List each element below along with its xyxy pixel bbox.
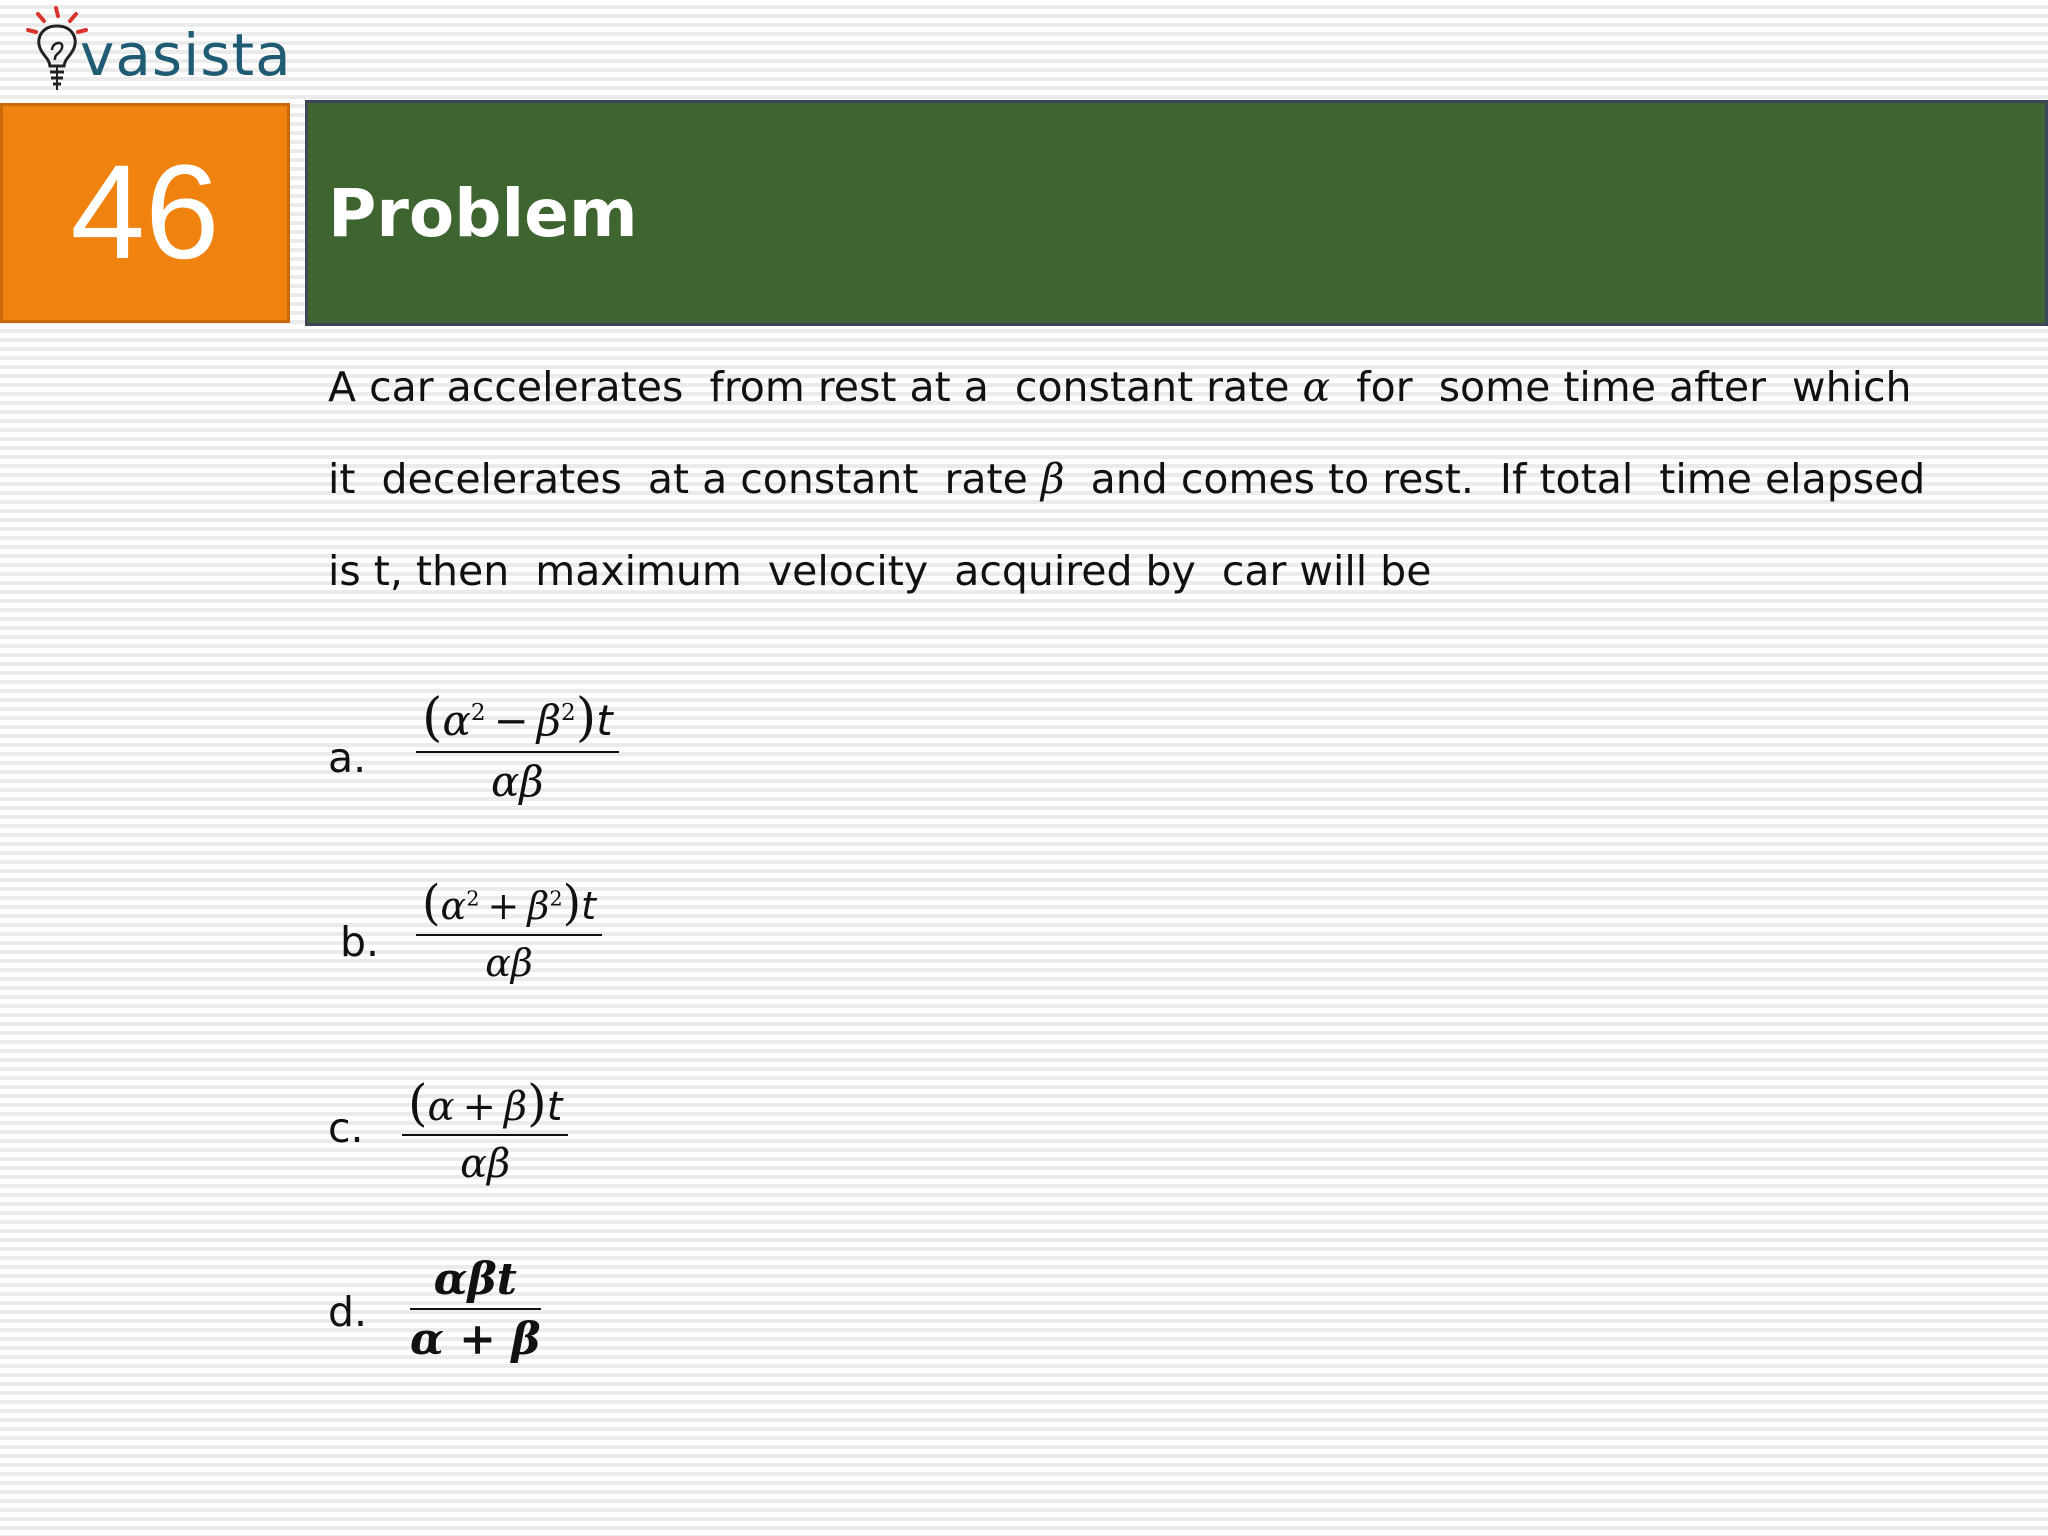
alpha-symbol: α <box>1302 363 1331 411</box>
option-c-fraction <box>402 1074 568 1187</box>
vasista-logo <box>22 4 292 96</box>
logo-text: vasista <box>80 21 292 89</box>
slide-number-box <box>0 103 290 323</box>
option-b-denominator: αβ <box>485 940 533 985</box>
option-c-numerator: (α + β)t <box>408 1074 563 1132</box>
option-c-label: c. <box>328 1104 364 1152</box>
option-a-numerator: $(\alpha^2 - \beta^2)t$ <box>422 687 613 748</box>
option-d-fraction <box>410 1254 541 1365</box>
option-d-denominator: α + β <box>410 1314 541 1365</box>
option-b-fraction <box>416 876 602 985</box>
option-d-label: d. <box>328 1288 368 1336</box>
option-d-numerator: αβt <box>433 1254 517 1305</box>
option-c-denominator: αβ <box>460 1141 511 1187</box>
beta-symbol: β <box>1040 455 1065 503</box>
option-a-label: a. <box>328 734 367 782</box>
question-line-3: is t, then maximum velocity acquired by car will be <box>328 547 1432 595</box>
option-b-numerator: $(\alpha^2 + \beta^2)t$ <box>422 876 597 931</box>
option-b-label: b. <box>340 918 380 966</box>
title-bar <box>305 100 2048 326</box>
slide-number: 46 <box>70 138 220 287</box>
question-line-2: it decelerates at a constant rate β and comes to rest. If total time elapsed <box>328 455 1926 503</box>
option-a-denominator: αβ <box>491 756 544 806</box>
slide-title: Problem <box>328 174 638 252</box>
question-line-1: A car accelerates from rest at a constant rate α for some time after which <box>328 363 1912 411</box>
option-a-fraction <box>416 687 619 806</box>
